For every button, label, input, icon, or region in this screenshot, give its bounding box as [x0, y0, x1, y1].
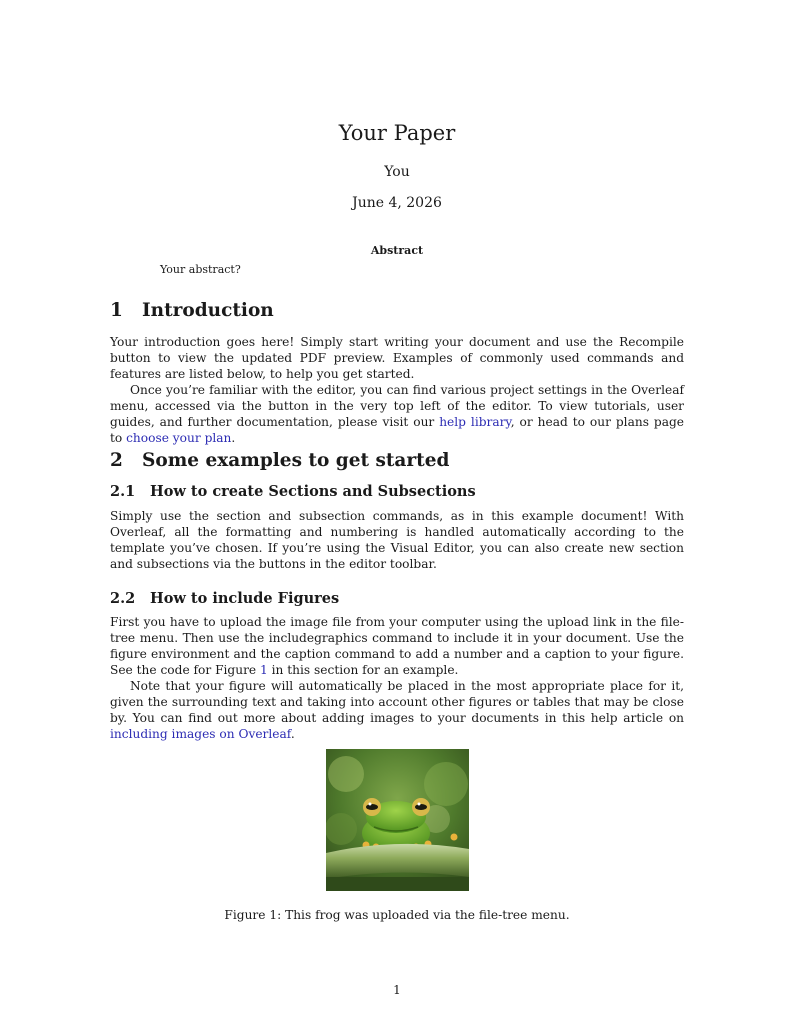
sections-paragraph: Simply use the section and subsection commands, as in this example document! With Overleaf, all the formatting and numbering is handled automatically according to the template you’ve chosen. If you’re using the Visual Editor, you can also create new section and subsections via the buttons in the editor toolbar. [110, 509, 684, 571]
intro-paragraph-2 [110, 382, 684, 446]
text-run: Once you’re familiar with the editor, you can find various project settings in the Overleaf menu, accessed via the button in the very top left of the editor. To view tutorials, user guides, and further documentation, please visit our [110, 383, 684, 429]
frog-photo-icon [326, 749, 469, 891]
subsection-title: How to create Sections and Subsections [150, 483, 476, 500]
subsection-title: How to include Figures [150, 590, 340, 607]
section-2-heading [110, 450, 449, 471]
abstract-heading: Abstract [370, 244, 424, 257]
text-run: . [231, 431, 236, 445]
figures-paragraph-1 [110, 614, 684, 678]
subsection-2-1-heading [110, 483, 476, 500]
abstract-text: Your abstract? [160, 263, 241, 276]
text-run: First you have to upload the image file from your computer using the upload link in the file-tree menu. Then use the includegraphics command to include it in your document. Use the figure environment and the caption command to add a number and a caption to your figure. See the code for Figure [110, 615, 684, 677]
text-run: Note that your figure will automatically be placed in the most appropriate place for it, given the surrounding text and taking into account other figures or tables that may be close by. You can find out more about adding images to your documents in this help article on [110, 679, 684, 725]
section-1-heading [110, 300, 274, 321]
text-run: , or head to our plans page to [110, 415, 684, 445]
subsection-number: 2.2 [110, 590, 136, 607]
including-images-link[interactable]: including images on Overleaf [110, 727, 291, 741]
page-number: 1 [393, 983, 401, 997]
paper-title: Your Paper [338, 121, 456, 145]
frog-figure-image [326, 749, 469, 891]
text-run: . [290, 727, 295, 741]
figures-paragraph-2 [110, 678, 684, 742]
section-title: Some examples to get started [142, 450, 450, 471]
text-run: in this section for an example. [267, 663, 459, 677]
section-title: Introduction [142, 300, 274, 321]
figure-caption: Figure 1: This frog was uploaded via the file-tree menu. [224, 908, 570, 922]
author: You [384, 164, 410, 180]
intro-paragraph-1: Your introduction goes here! Simply start writing your document and use the Recompile button to view the updated PDF preview. Examples of commonly used commands and features are listed below, to help you get started. [110, 335, 684, 381]
subsection-number: 2.1 [110, 483, 136, 500]
section-number: 1 [110, 300, 123, 321]
section-number: 2 [110, 450, 123, 471]
figure-reference-link[interactable]: 1 [260, 663, 268, 677]
subsection-2-2-heading [110, 590, 339, 607]
date: June 4, 2026 [352, 195, 442, 211]
choose-plan-link[interactable]: choose your plan [126, 431, 232, 445]
help-library-link[interactable]: help library [439, 415, 511, 429]
